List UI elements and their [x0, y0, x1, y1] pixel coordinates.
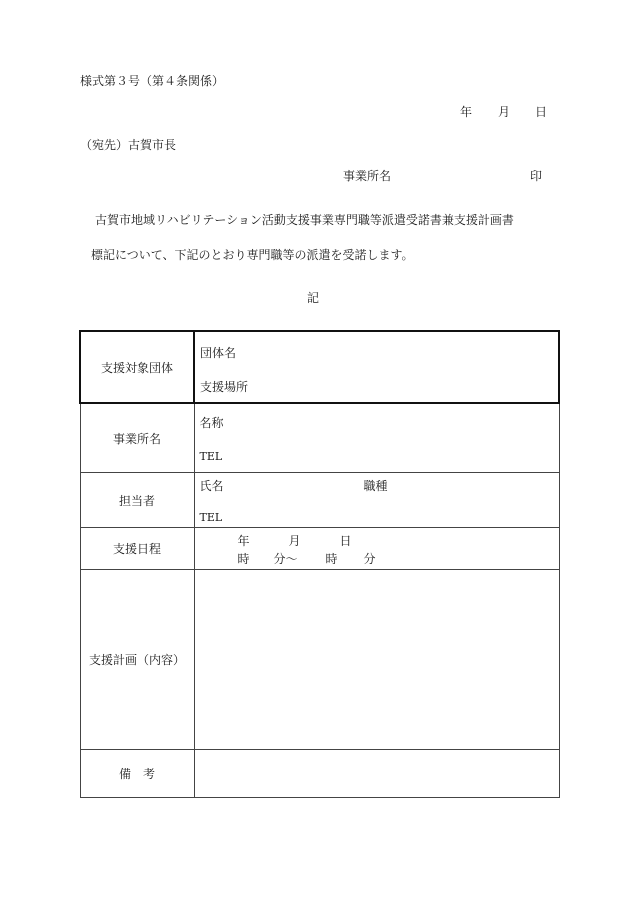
row-office [80, 403, 559, 473]
schedule-cell[interactable] [194, 528, 559, 570]
plan-label: 支援計画（内容） [80, 570, 194, 750]
ki-heading: 記 [307, 291, 320, 305]
date-day-label: 日 [535, 105, 548, 119]
remarks-label: 備 考 [80, 750, 194, 798]
schedule-year-label: 年 [237, 534, 250, 548]
body-text: 標記について、下記のとおり専門職等の派遣を受諾します。 [91, 248, 414, 262]
schedule-label: 支援日程 [80, 528, 194, 570]
plan-cell[interactable] [194, 570, 559, 750]
remarks-cell[interactable] [194, 750, 559, 798]
addressee: （宛先）古賀市長 [80, 138, 177, 152]
row-plan [80, 570, 559, 750]
office-cell[interactable] [194, 403, 559, 473]
schedule-hour-start-label: 時 [237, 552, 250, 566]
row-remarks [80, 750, 559, 798]
support-group-cell[interactable] [194, 331, 559, 403]
support-group-label: 支援対象団体 [80, 331, 194, 403]
schedule-month-label: 月 [288, 534, 301, 548]
schedule-min-start-label: 分～ [273, 552, 298, 566]
office-name-field-label: 名称 [199, 416, 224, 430]
person-name-label: 氏名 [199, 479, 224, 493]
person-job-label: 職種 [363, 479, 388, 493]
form-number: 様式第３号（第４条関係） [80, 74, 225, 88]
date-month-label: 月 [498, 105, 511, 119]
form-table [79, 330, 560, 798]
document-title: 古賀市地域リハビリテーション活動支援事業専門職等派遣受諾書兼支援計画書 [95, 213, 514, 227]
seal-mark: 印 [530, 169, 543, 183]
person-cell[interactable] [194, 473, 559, 528]
person-tel-label: TEL [199, 511, 223, 524]
schedule-hour-end-label: 時 [325, 552, 338, 566]
office-label: 事業所名 [80, 403, 194, 473]
group-name-label: 団体名 [200, 346, 237, 360]
row-support-group [80, 331, 559, 403]
row-person [80, 473, 559, 528]
row-schedule [80, 528, 559, 570]
person-label: 担当者 [80, 473, 194, 528]
schedule-day-label: 日 [339, 534, 352, 548]
location-label: 支援場所 [200, 380, 249, 394]
date-year-label: 年 [460, 105, 473, 119]
schedule-min-end-label: 分 [363, 552, 376, 566]
office-name-label: 事業所名 [343, 169, 392, 183]
office-tel-label: TEL [199, 450, 223, 463]
